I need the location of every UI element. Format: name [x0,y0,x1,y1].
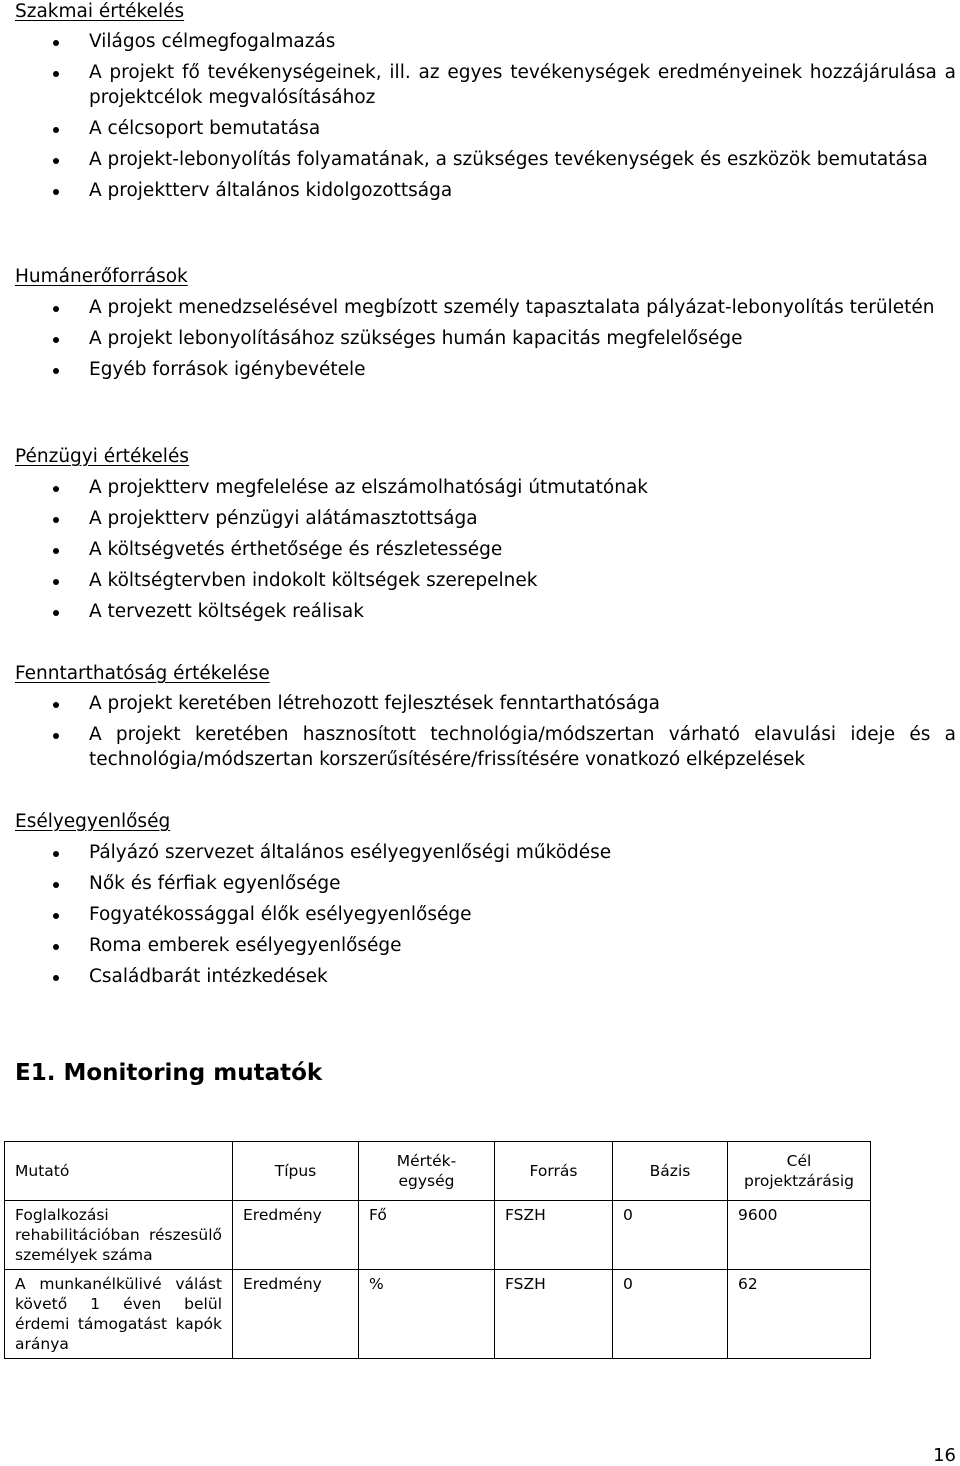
bullet-list-penzugyi [0,476,960,631]
section-heading-humaneroforrasok: Humánerőforrások [15,266,188,287]
cell-cel: 9600 [728,1201,871,1270]
table-row [5,1201,871,1270]
cell-forras: FSZH [495,1201,613,1270]
cell-mertekegyseg: % [359,1270,495,1359]
bullet-list-eselyegyenloseg [0,841,960,996]
header-bazis: Bázis [613,1142,728,1201]
list-item: A projekt lebonyolításához szükséges humán kapacitás megfelelősége [0,327,960,352]
header-mutato: Mutató [5,1142,233,1201]
list-item: Nők és férfiak egyenlősége [0,872,960,897]
list-item: A költségvetés érthetősége és részletessége [0,538,960,563]
list-item: A projektterv megfelelése az elszámolhatósági útmutatónak [0,476,960,501]
list-item: A költségtervben indokolt költségek szerepelnek [0,569,960,594]
table-header-row [5,1142,871,1201]
cell-tipus: Eredmény [233,1201,359,1270]
page-number: 16 [933,1445,956,1466]
list-item: A projekt-lebonyolítás folyamatának, a szükséges tevékenységek és eszközök bemutatása [0,148,960,173]
monitoring-table [4,1141,871,1359]
cell-cel: 62 [728,1270,871,1359]
section-heading-eselyegyenloseg: Esélyegyenlőség [15,811,171,832]
list-item: A célcsoport bemutatása [0,117,960,142]
cell-mutato: A munkanélkülivé válást követő 1 éven belül érdemi támogatást kapók aránya [5,1270,233,1359]
list-item: A tervezett költségek reálisak [0,600,960,625]
table-row [5,1270,871,1359]
header-forras: Forrás [495,1142,613,1201]
list-item: Családbarát intézkedések [0,965,960,990]
cell-tipus: Eredmény [233,1270,359,1359]
cell-mertekegyseg: Fő [359,1201,495,1270]
bullet-list-humaneroforrasok [0,296,960,389]
list-item: Világos célmegfogalmazás [0,30,960,55]
cell-bazis: 0 [613,1270,728,1359]
list-item: A projekt keretében létrehozott fejlesztések fenntarthatósága [0,692,960,717]
list-item: A projekt keretében hasznosított technológia/módszertan várható elavulási ideje és a technológia/módszertan korszerűsítésére/frissítésére vonatkozó elképzelések [0,723,960,772]
section-heading-szakmai: Szakmai értékelés [15,1,185,22]
bullet-list-fenntarthatosag [0,692,960,779]
cell-mutato: Foglalkozási rehabilitációban részesülő személyek száma [5,1201,233,1270]
list-item: Pályázó szervezet általános esélyegyenlőségi működése [0,841,960,866]
list-item: A projektterv pénzügyi alátámasztottsága [0,507,960,532]
list-item: A projekt menedzselésével megbízott személy tapasztalata pályázat-lebonyolítás területén [0,296,960,321]
list-item: A projekt fő tevékenységeinek, ill. az egyes tevékenységek eredményeinek hozzájárulása a projektcélok megvalósításához [0,61,960,110]
header-mertekegyseg: Mérték-egység [359,1142,495,1201]
list-item: A projektterv általános kidolgozottsága [0,179,960,204]
header-cel: Cél projektzárásig [728,1142,871,1201]
monitoring-heading: E1. Monitoring mutatók [15,1060,323,1086]
header-tipus: Típus [233,1142,359,1201]
list-item: Roma emberek esélyegyenlősége [0,934,960,959]
cell-forras: FSZH [495,1270,613,1359]
list-item: Egyéb források igénybevétele [0,358,960,383]
list-item: Fogyatékossággal élők esélyegyenlősége [0,903,960,928]
bullet-list-szakmai [0,30,960,210]
section-heading-penzugyi: Pénzügyi értékelés [15,446,189,467]
cell-bazis: 0 [613,1201,728,1270]
section-heading-fenntarthatosag: Fenntarthatóság értékelése [15,663,270,684]
